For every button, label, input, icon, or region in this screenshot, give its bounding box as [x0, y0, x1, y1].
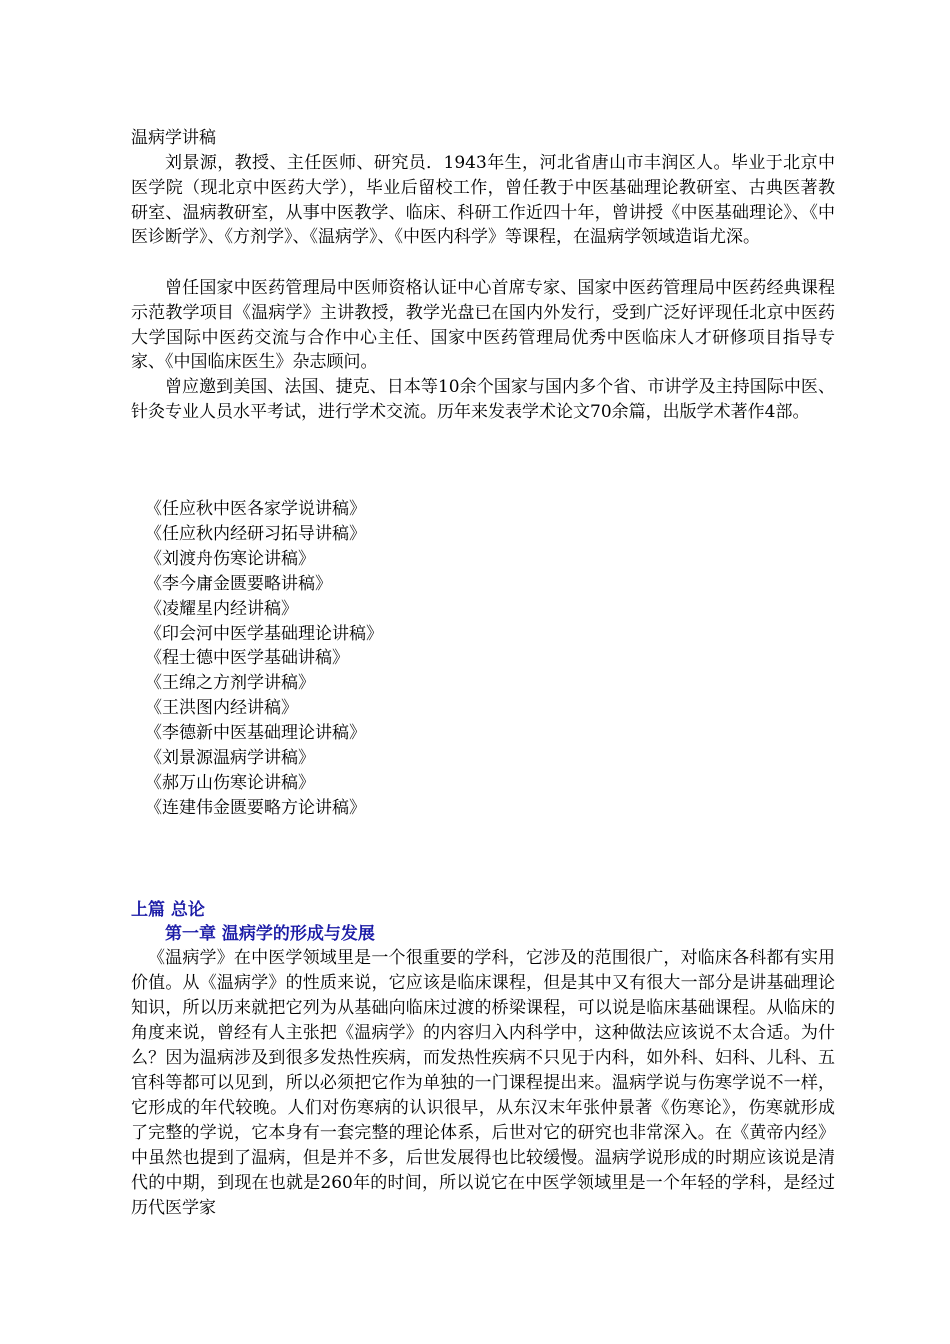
- book-list-item: 《印会河中医学基础理论讲稿》: [145, 623, 383, 644]
- book-list-item: 《李今庸金匮要略讲稿》: [145, 573, 332, 594]
- document-title: 温病学讲稿: [131, 128, 216, 148]
- book-list-item: 《郝万山伤寒论讲稿》: [145, 772, 315, 793]
- book-list-item: 《程士德中医学基础讲稿》: [145, 648, 349, 669]
- book-list-item: 《任应秋内经研习拓导讲稿》: [145, 523, 366, 544]
- bio-paragraph-3: 曾应邀到美国、法国、捷克、日本等10余个国家与国内多个省、市讲学及主持国际中医、针灸专业人员水平考试，进行学术交流。历年来发表学术论文70余篇，出版学术著作4部。: [131, 377, 835, 422]
- chapter-heading: 第一章 温病学的形成与发展: [165, 924, 375, 944]
- book-list-item: 《王洪图内经讲稿》: [145, 698, 298, 719]
- book-list-item: 《刘渡舟伤寒论讲稿》: [145, 548, 315, 569]
- book-list-item: 《刘景源温病学讲稿》: [145, 748, 315, 769]
- book-list-item: 《任应秋中医各家学说讲稿》: [145, 499, 366, 519]
- part-heading: 上篇 总论: [131, 900, 205, 920]
- bio-paragraph-2: 曾任国家中医药管理局中医师资格认证中心首席专家、国家中医药管理局中医药经典课程示范教学项目《温病学》主讲教授，教学光盘已在国内外发行，受到广泛好评现任北京中医药大学国际中医药交流与合作中心主任、国家中医药管理局优秀中医临床人才研修项目指导专家、《中国临床医生》杂志顾问。: [131, 278, 835, 373]
- chapter-body-paragraph: 《温病学》在中医学领域里是一个很重要的学科，它涉及的范围很广，对临床各科都有实用价值。从《温病学》的性质来说，它应该是临床课程，但是其中又有很大一部分是讲基础理论知识，所以历来就把它列为从基础向临床过渡的桥梁课程，可以说是临床基础课程。从临床的角度来说，曾经有人主张把《温病学》的内容归入内科学中，这种做法应该说不太合适。为什么？因为温病涉及到很多发热性疾病，而发热性疾病不只见于内科，如外科、妇科、儿科、五官科等都可以见到，所以必须把它作为单独的一门课程提出来。温病学说与伤寒学说不一样，它形成的年代较晚。人们对伤寒病的认识很早，从东汉末年张仲景著《伤寒论》，伤寒就形成了完整的学说，它本身有一套完整的理论体系，后世对它的研究也非常深入。在《黄帝内经》中虽然也提到了温病，但是并不多，后世发展得也比较缓慢。温病学说形成的时期应该说是清代的中期，到现在也就是260年的时间，所以说它在中医学领域里是一个年轻的学科，是经过历代医学家: [131, 948, 835, 1218]
- book-list-item: 《李德新中医基础理论讲稿》: [145, 723, 366, 744]
- book-list-item: 《凌耀星内经讲稿》: [145, 598, 298, 619]
- book-list-item: 《连建伟金匮要略方论讲稿》: [145, 797, 366, 818]
- book-list: [145, 497, 383, 821]
- bio-paragraph-1: 刘景源，教授、主任医师、研究员．1943年生，河北省唐山市丰润区人。毕业于北京中医学院（现北京中医药大学），毕业后留校工作，曾任教于中医基础理论教研室、古典医著教研室、温病教研室，从事中医教学、临床、科研工作近四十年，曾讲授《中医基础理论》、《中医诊断学》、《方剂学》、《温病学》、《中医内科学》等课程，在温病学领域造诣尤深。: [131, 153, 835, 248]
- book-list-item: 《王绵之方剂学讲稿》: [145, 673, 315, 694]
